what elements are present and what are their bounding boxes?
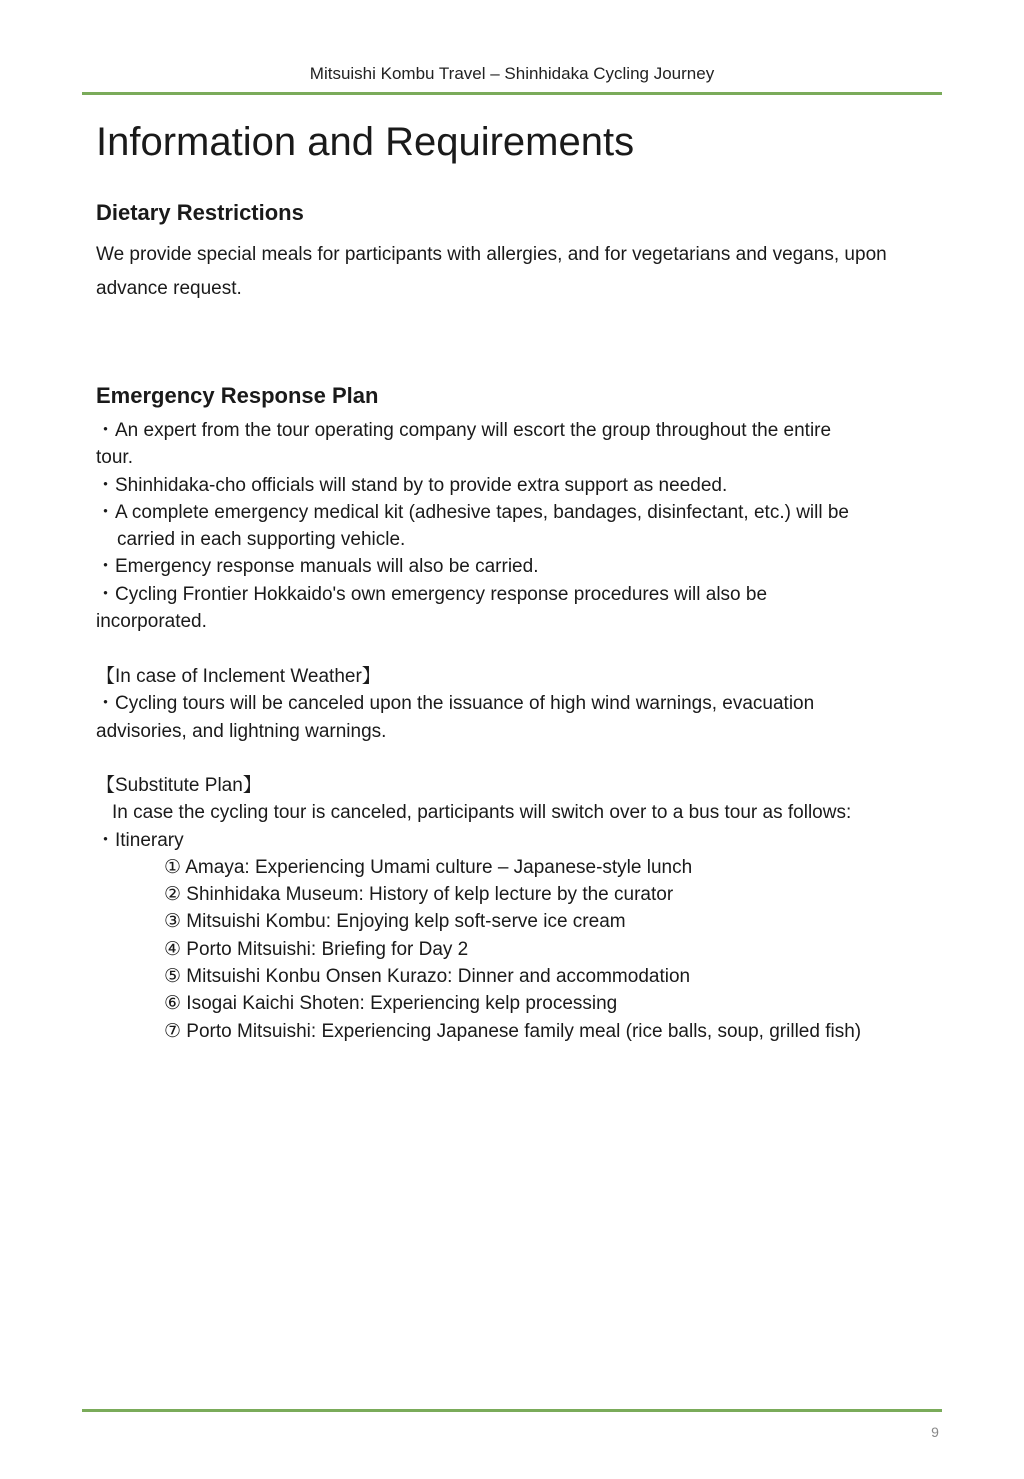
- emergency-heading: Emergency Response Plan: [96, 383, 379, 408]
- weather-section: [96, 663, 936, 745]
- page-number: 9: [931, 1424, 939, 1440]
- itinerary-item: ⑤ Mitsuishi Konbu Onsen Kurazo: Dinner and accommodation: [164, 966, 691, 988]
- emergency-line: tour.: [96, 447, 133, 469]
- emergency-line: ・An expert from the tour operating company will escort the group throughout the entire: [96, 420, 832, 441]
- emergency-line: ・A complete emergency medical kit (adhesive tapes, bandages, disinfectant, etc.) will be: [96, 501, 849, 523]
- emergency-line: incorporated.: [96, 611, 207, 633]
- footer-rule: [82, 1409, 942, 1412]
- weather-line: advisories, and lightning warnings.: [96, 720, 387, 742]
- substitute-intro: In case the cycling tour is canceled, participants will switch over to a bus tour as follows:: [112, 802, 852, 824]
- page-title: Information and Requirements: [96, 120, 635, 164]
- dietary-paragraph: We provide special meals for participants with allergies, and for vegetarians and vegans, upon advance request.: [96, 244, 887, 299]
- substitute-heading: 【Substitute Plan】: [96, 775, 262, 796]
- emergency-line: ・Emergency response manuals will also be carried.: [96, 556, 539, 578]
- itinerary-item: ④ Porto Mitsuishi: Briefing for Day 2: [164, 938, 469, 960]
- weather-heading: 【In case of Inclement Weather】: [96, 666, 381, 687]
- itinerary-item: ① Amaya: Experiencing Umami culture – Japanese-style lunch: [164, 856, 693, 878]
- itinerary-item: ② Shinhidaka Museum: History of kelp lecture by the curator: [164, 884, 674, 906]
- running-header: Mitsuishi Kombu Travel – Shinhidaka Cycling Journey: [309, 64, 715, 83]
- itinerary-item: ③ Mitsuishi Kombu: Enjoying kelp soft-serve ice cream: [164, 911, 626, 933]
- emergency-line: carried in each supporting vehicle.: [117, 529, 406, 551]
- emergency-line: ・Shinhidaka-cho officials will stand by to provide extra support as needed.: [96, 474, 728, 496]
- itinerary-item: ⑥ Isogai Kaichi Shoten: Experiencing kelp processing: [164, 993, 618, 1015]
- itinerary-item: ⑦ Porto Mitsuishi: Experiencing Japanese family meal (rice balls, soup, grilled fish): [164, 1020, 862, 1042]
- header-rule: [82, 92, 942, 95]
- itinerary-label: ・Itinerary: [96, 829, 184, 851]
- emergency-list: [96, 417, 936, 635]
- weather-line: ・Cycling tours will be canceled upon the issuance of high wind warnings, evacuation: [96, 693, 815, 715]
- substitute-section: [96, 772, 936, 1045]
- dietary-heading: Dietary Restrictions: [96, 200, 304, 225]
- emergency-line: ・Cycling Frontier Hokkaido's own emergency response procedures will also be: [96, 583, 768, 605]
